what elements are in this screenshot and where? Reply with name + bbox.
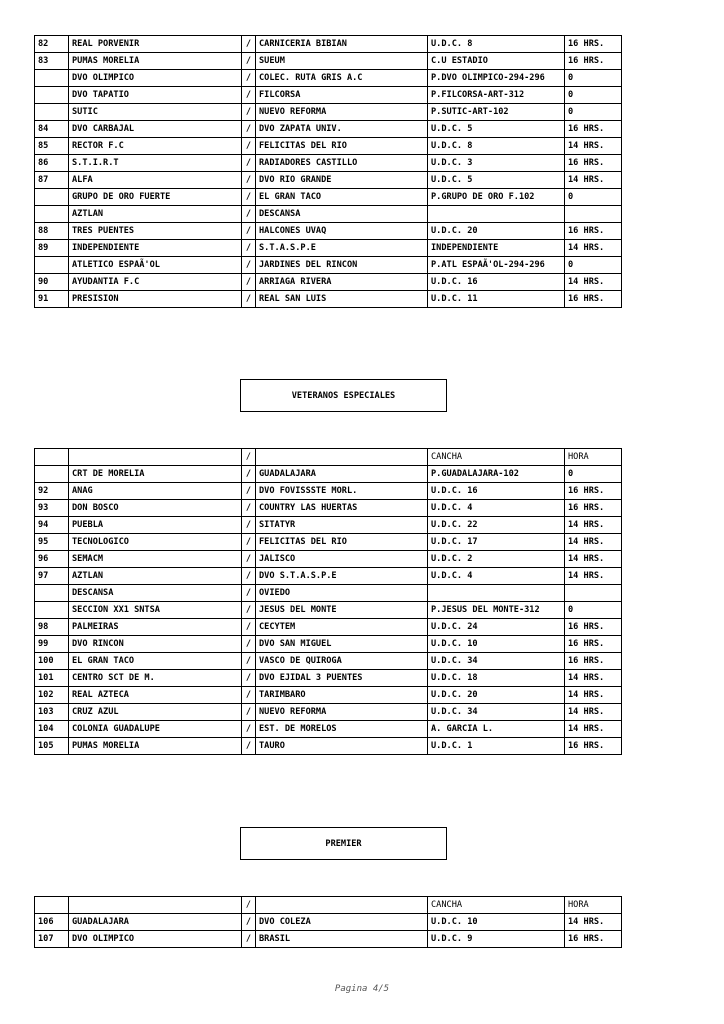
field-cell: P.JESUS DEL MONTE-312 — [428, 602, 565, 619]
away-team-cell — [256, 897, 428, 914]
away-team-cell: DVO RIO GRANDE — [256, 172, 428, 189]
away-team-cell: HALCONES UVAQ — [256, 223, 428, 240]
table-row — [35, 568, 622, 585]
home-team-cell: ALFA — [69, 172, 242, 189]
away-team-cell: DVO EJIDAL 3 PUENTES — [256, 670, 428, 687]
home-team-cell: DVO TAPATIO — [69, 87, 242, 104]
vs-separator-cell: / — [242, 500, 256, 517]
vs-separator-cell: / — [242, 36, 256, 53]
time-cell: 16 HRS. — [565, 653, 622, 670]
field-cell: U.D.C. 34 — [428, 653, 565, 670]
time-cell: 0 — [565, 257, 622, 274]
table-row — [35, 653, 622, 670]
home-team-cell: RECTOR F.C — [69, 138, 242, 155]
schedule-table-2 — [34, 448, 622, 755]
match-number-cell — [35, 466, 69, 483]
home-team-cell: AZTLAN — [69, 206, 242, 223]
field-cell: U.D.C. 11 — [428, 291, 565, 308]
away-team-cell: COUNTRY LAS HUERTAS — [256, 500, 428, 517]
away-team-cell: JESUS DEL MONTE — [256, 602, 428, 619]
away-team-cell: OVIEDO — [256, 585, 428, 602]
match-number-cell: 102 — [35, 687, 69, 704]
table-row — [35, 206, 622, 223]
home-team-cell: DON BOSCO — [69, 500, 242, 517]
match-number-cell — [35, 206, 69, 223]
field-cell: P.GRUPO DE ORO F.102 — [428, 189, 565, 206]
match-number-cell — [35, 602, 69, 619]
vs-separator-cell: / — [242, 70, 256, 87]
table-row — [35, 602, 622, 619]
schedule-table-3 — [34, 896, 622, 948]
vs-separator-cell: / — [242, 291, 256, 308]
match-number-cell: 83 — [35, 53, 69, 70]
page-number: Pagina 4/5 — [334, 984, 390, 994]
field-cell: U.D.C. 5 — [428, 121, 565, 138]
away-team-cell: SITATYR — [256, 517, 428, 534]
home-team-cell: CRT DE MORELIA — [69, 466, 242, 483]
home-team-cell: S.T.I.R.T — [69, 155, 242, 172]
home-team-cell: DVO OLIMPICO — [69, 931, 242, 948]
table-row — [35, 70, 622, 87]
time-cell: 14 HRS. — [565, 687, 622, 704]
away-team-cell: DVO ZAPATA UNIV. — [256, 121, 428, 138]
vs-separator-cell: / — [242, 551, 256, 568]
field-cell: U.D.C. 10 — [428, 914, 565, 931]
table-row — [35, 636, 622, 653]
vs-separator-cell: / — [242, 636, 256, 653]
table-row — [35, 914, 622, 931]
time-cell: 0 — [565, 602, 622, 619]
field-cell: P.FILCORSA-ART-312 — [428, 87, 565, 104]
away-team-cell: NUEVO REFORMA — [256, 704, 428, 721]
field-cell: P.DVO OLIMPICO-294-296 — [428, 70, 565, 87]
vs-separator-cell: / — [242, 121, 256, 138]
match-number-cell: 107 — [35, 931, 69, 948]
vs-separator-cell: / — [242, 931, 256, 948]
table-row — [35, 931, 622, 948]
table-row — [35, 534, 622, 551]
table-row — [35, 172, 622, 189]
time-cell: 14 HRS. — [565, 704, 622, 721]
away-team-cell: FELICITAS DEL RIO — [256, 534, 428, 551]
time-cell: 16 HRS. — [565, 155, 622, 172]
table-row — [35, 619, 622, 636]
time-cell: 16 HRS. — [565, 121, 622, 138]
table-row — [35, 585, 622, 602]
vs-separator-cell: / — [242, 257, 256, 274]
time-cell: 14 HRS. — [565, 670, 622, 687]
time-cell: 0 — [565, 70, 622, 87]
time-cell: 14 HRS. — [565, 240, 622, 257]
table-row — [35, 36, 622, 53]
vs-separator-cell: / — [242, 738, 256, 755]
field-cell: U.D.C. 4 — [428, 568, 565, 585]
match-number-cell — [35, 104, 69, 121]
table-row — [35, 500, 622, 517]
match-number-cell: 100 — [35, 653, 69, 670]
match-number-cell: 85 — [35, 138, 69, 155]
field-cell: U.D.C. 3 — [428, 155, 565, 172]
table-row — [35, 687, 622, 704]
field-cell: P.SUTIC-ART-102 — [428, 104, 565, 121]
field-cell: CANCHA — [428, 897, 565, 914]
table-row — [35, 274, 622, 291]
home-team-cell: DESCANSA — [69, 585, 242, 602]
table-row — [35, 704, 622, 721]
field-cell: C.U ESTADIO — [428, 53, 565, 70]
field-cell: U.D.C. 22 — [428, 517, 565, 534]
vs-separator-cell: / — [242, 653, 256, 670]
away-team-cell: FELICITAS DEL RIO — [256, 138, 428, 155]
vs-separator-cell: / — [242, 914, 256, 931]
vs-separator-cell: / — [242, 223, 256, 240]
away-team-cell: JARDINES DEL RINCON — [256, 257, 428, 274]
home-team-cell: SUTIC — [69, 104, 242, 121]
home-team-cell: REAL PORVENIR — [69, 36, 242, 53]
away-team-cell: S.T.A.S.P.E — [256, 240, 428, 257]
table-row — [35, 291, 622, 308]
table-row — [35, 121, 622, 138]
home-team-cell — [69, 897, 242, 914]
section-title-veteranos-especiales — [240, 379, 447, 412]
field-cell: U.D.C. 10 — [428, 636, 565, 653]
away-team-cell: BRASIL — [256, 931, 428, 948]
match-number-cell: 99 — [35, 636, 69, 653]
vs-separator-cell: / — [242, 87, 256, 104]
away-team-cell: NUEVO REFORMA — [256, 104, 428, 121]
away-team-cell: DVO SAN MIGUEL — [256, 636, 428, 653]
field-cell: U.D.C. 8 — [428, 138, 565, 155]
vs-separator-cell: / — [242, 483, 256, 500]
away-team-cell: SUEUM — [256, 53, 428, 70]
time-cell: 14 HRS. — [565, 138, 622, 155]
table-row — [35, 189, 622, 206]
away-team-cell: JALISCO — [256, 551, 428, 568]
away-team-cell: DVO FOVISSSTE MORL. — [256, 483, 428, 500]
field-cell: U.D.C. 20 — [428, 223, 565, 240]
field-cell: U.D.C. 4 — [428, 500, 565, 517]
table-row — [35, 721, 622, 738]
vs-separator-cell: / — [242, 619, 256, 636]
time-cell: 14 HRS. — [565, 914, 622, 931]
field-cell: U.D.C. 18 — [428, 670, 565, 687]
time-cell: 16 HRS. — [565, 931, 622, 948]
home-team-cell: INDEPENDIENTE — [69, 240, 242, 257]
table-row — [35, 738, 622, 755]
field-cell — [428, 206, 565, 223]
vs-separator-cell: / — [242, 206, 256, 223]
vs-separator-cell: / — [242, 704, 256, 721]
time-cell: HORA — [565, 449, 622, 466]
field-cell: U.D.C. 24 — [428, 619, 565, 636]
home-team-cell: SEMACM — [69, 551, 242, 568]
home-team-cell: CENTRO SCT DE M. — [69, 670, 242, 687]
field-cell: U.D.C. 16 — [428, 483, 565, 500]
vs-separator-cell: / — [242, 466, 256, 483]
time-cell: 0 — [565, 87, 622, 104]
vs-separator-cell: / — [242, 104, 256, 121]
home-team-cell: PUEBLA — [69, 517, 242, 534]
home-team-cell: TECNOLOGICO — [69, 534, 242, 551]
match-number-cell: 93 — [35, 500, 69, 517]
vs-separator-cell: / — [242, 602, 256, 619]
table-row — [35, 257, 622, 274]
field-cell: P.ATL ESPAÃ'OL-294-296 — [428, 257, 565, 274]
table-row — [35, 138, 622, 155]
home-team-cell: DVO RINCON — [69, 636, 242, 653]
away-team-cell: EST. DE MORELOS — [256, 721, 428, 738]
field-cell: U.D.C. 9 — [428, 931, 565, 948]
match-number-cell: 92 — [35, 483, 69, 500]
away-team-cell: CARNICERIA BIBIAN — [256, 36, 428, 53]
time-cell: 16 HRS. — [565, 619, 622, 636]
away-team-cell: FILCORSA — [256, 87, 428, 104]
match-number-cell: 86 — [35, 155, 69, 172]
home-team-cell: CRUZ AZUL — [69, 704, 242, 721]
away-team-cell: TARIMBARO — [256, 687, 428, 704]
away-team-cell — [256, 449, 428, 466]
section-title-premier — [240, 827, 447, 860]
match-number-cell: 105 — [35, 738, 69, 755]
away-team-cell: COLEC. RUTA GRIS A.C — [256, 70, 428, 87]
table-row — [35, 483, 622, 500]
time-cell: 14 HRS. — [565, 534, 622, 551]
home-team-cell: DVO OLIMPICO — [69, 70, 242, 87]
away-team-cell: RADIADORES CASTILLO — [256, 155, 428, 172]
match-number-cell — [35, 257, 69, 274]
away-team-cell: VASCO DE QUIROGA — [256, 653, 428, 670]
away-team-cell: TAURO — [256, 738, 428, 755]
schedule-table-1 — [34, 35, 622, 308]
table-row — [35, 155, 622, 172]
match-number-cell: 94 — [35, 517, 69, 534]
home-team-cell: SECCION XX1 SNTSA — [69, 602, 242, 619]
section-title-text: VETERANOS ESPECIALES — [291, 390, 396, 401]
home-team-cell: ATLETICO ESPAÃ'OL — [69, 257, 242, 274]
field-cell: U.D.C. 16 — [428, 274, 565, 291]
table-row — [35, 240, 622, 257]
vs-separator-cell: / — [242, 449, 256, 466]
time-cell: 16 HRS. — [565, 636, 622, 653]
table-row — [35, 466, 622, 483]
table-row — [35, 87, 622, 104]
time-cell: 0 — [565, 189, 622, 206]
match-number-cell: 89 — [35, 240, 69, 257]
table-row — [35, 670, 622, 687]
field-cell — [428, 585, 565, 602]
away-team-cell: REAL SAN LUIS — [256, 291, 428, 308]
time-cell: 16 HRS. — [565, 36, 622, 53]
table-row — [35, 517, 622, 534]
time-cell: HORA — [565, 897, 622, 914]
field-cell: P.GUADALAJARA-102 — [428, 466, 565, 483]
table-header-row — [35, 449, 622, 466]
vs-separator-cell: / — [242, 687, 256, 704]
home-team-cell: AYUDANTIA F.C — [69, 274, 242, 291]
vs-separator-cell: / — [242, 53, 256, 70]
table-row — [35, 223, 622, 240]
match-number-cell: 98 — [35, 619, 69, 636]
vs-separator-cell: / — [242, 172, 256, 189]
vs-separator-cell: / — [242, 568, 256, 585]
match-number-cell: 88 — [35, 223, 69, 240]
time-cell: 16 HRS. — [565, 483, 622, 500]
section-title-text: PREMIER — [325, 838, 362, 849]
field-cell: INDEPENDIENTE — [428, 240, 565, 257]
match-number-cell: 90 — [35, 274, 69, 291]
match-number-cell: 101 — [35, 670, 69, 687]
away-team-cell: DVO COLEZA — [256, 914, 428, 931]
match-number-cell: 104 — [35, 721, 69, 738]
time-cell: 16 HRS. — [565, 738, 622, 755]
home-team-cell — [69, 449, 242, 466]
vs-separator-cell: / — [242, 721, 256, 738]
away-team-cell: CECYTEM — [256, 619, 428, 636]
vs-separator-cell: / — [242, 240, 256, 257]
away-team-cell: GUADALAJARA — [256, 466, 428, 483]
vs-separator-cell: / — [242, 585, 256, 602]
field-cell: U.D.C. 5 — [428, 172, 565, 189]
time-cell: 0 — [565, 104, 622, 121]
vs-separator-cell: / — [242, 155, 256, 172]
time-cell: 0 — [565, 466, 622, 483]
time-cell: 14 HRS. — [565, 172, 622, 189]
vs-separator-cell: / — [242, 189, 256, 206]
home-team-cell: TRES PUENTES — [69, 223, 242, 240]
field-cell: CANCHA — [428, 449, 565, 466]
home-team-cell: COLONIA GUADALUPE — [69, 721, 242, 738]
time-cell: 16 HRS. — [565, 500, 622, 517]
home-team-cell: REAL AZTECA — [69, 687, 242, 704]
match-number-cell — [35, 70, 69, 87]
match-number-cell: 103 — [35, 704, 69, 721]
match-number-cell: 84 — [35, 121, 69, 138]
vs-separator-cell: / — [242, 274, 256, 291]
table-row — [35, 104, 622, 121]
match-number-cell: 95 — [35, 534, 69, 551]
table-row — [35, 53, 622, 70]
home-team-cell: DVO CARBAJAL — [69, 121, 242, 138]
time-cell — [565, 206, 622, 223]
time-cell: 14 HRS. — [565, 568, 622, 585]
time-cell — [565, 585, 622, 602]
home-team-cell: PUMAS MORELIA — [69, 53, 242, 70]
time-cell: 16 HRS. — [565, 291, 622, 308]
time-cell: 16 HRS. — [565, 53, 622, 70]
match-number-cell: 82 — [35, 36, 69, 53]
field-cell: U.D.C. 20 — [428, 687, 565, 704]
field-cell: U.D.C. 2 — [428, 551, 565, 568]
time-cell: 14 HRS. — [565, 274, 622, 291]
match-number-cell — [35, 449, 69, 466]
time-cell: 14 HRS. — [565, 721, 622, 738]
home-team-cell: PUMAS MORELIA — [69, 738, 242, 755]
home-team-cell: EL GRAN TACO — [69, 653, 242, 670]
time-cell: 14 HRS. — [565, 551, 622, 568]
vs-separator-cell: / — [242, 897, 256, 914]
time-cell: 16 HRS. — [565, 223, 622, 240]
away-team-cell: DVO S.T.A.S.P.E — [256, 568, 428, 585]
away-team-cell: EL GRAN TACO — [256, 189, 428, 206]
vs-separator-cell: / — [242, 517, 256, 534]
match-number-cell: 106 — [35, 914, 69, 931]
home-team-cell: GRUPO DE ORO FUERTE — [69, 189, 242, 206]
match-number-cell: 96 — [35, 551, 69, 568]
away-team-cell: DESCANSA — [256, 206, 428, 223]
match-number-cell: 97 — [35, 568, 69, 585]
home-team-cell: ANAG — [69, 483, 242, 500]
vs-separator-cell: / — [242, 138, 256, 155]
match-number-cell — [35, 585, 69, 602]
away-team-cell: ARRIAGA RIVERA — [256, 274, 428, 291]
page-footer — [0, 984, 724, 994]
time-cell: 14 HRS. — [565, 517, 622, 534]
vs-separator-cell: / — [242, 670, 256, 687]
vs-separator-cell: / — [242, 534, 256, 551]
table-header-row — [35, 897, 622, 914]
match-number-cell — [35, 87, 69, 104]
home-team-cell: GUADALAJARA — [69, 914, 242, 931]
home-team-cell: PALMEIRAS — [69, 619, 242, 636]
match-number-cell: 87 — [35, 172, 69, 189]
field-cell: A. GARCIA L. — [428, 721, 565, 738]
field-cell: U.D.C. 1 — [428, 738, 565, 755]
field-cell: U.D.C. 8 — [428, 36, 565, 53]
home-team-cell: AZTLAN — [69, 568, 242, 585]
field-cell: U.D.C. 34 — [428, 704, 565, 721]
match-number-cell — [35, 897, 69, 914]
match-number-cell: 91 — [35, 291, 69, 308]
table-row — [35, 551, 622, 568]
field-cell: U.D.C. 17 — [428, 534, 565, 551]
home-team-cell: PRESISION — [69, 291, 242, 308]
match-number-cell — [35, 189, 69, 206]
